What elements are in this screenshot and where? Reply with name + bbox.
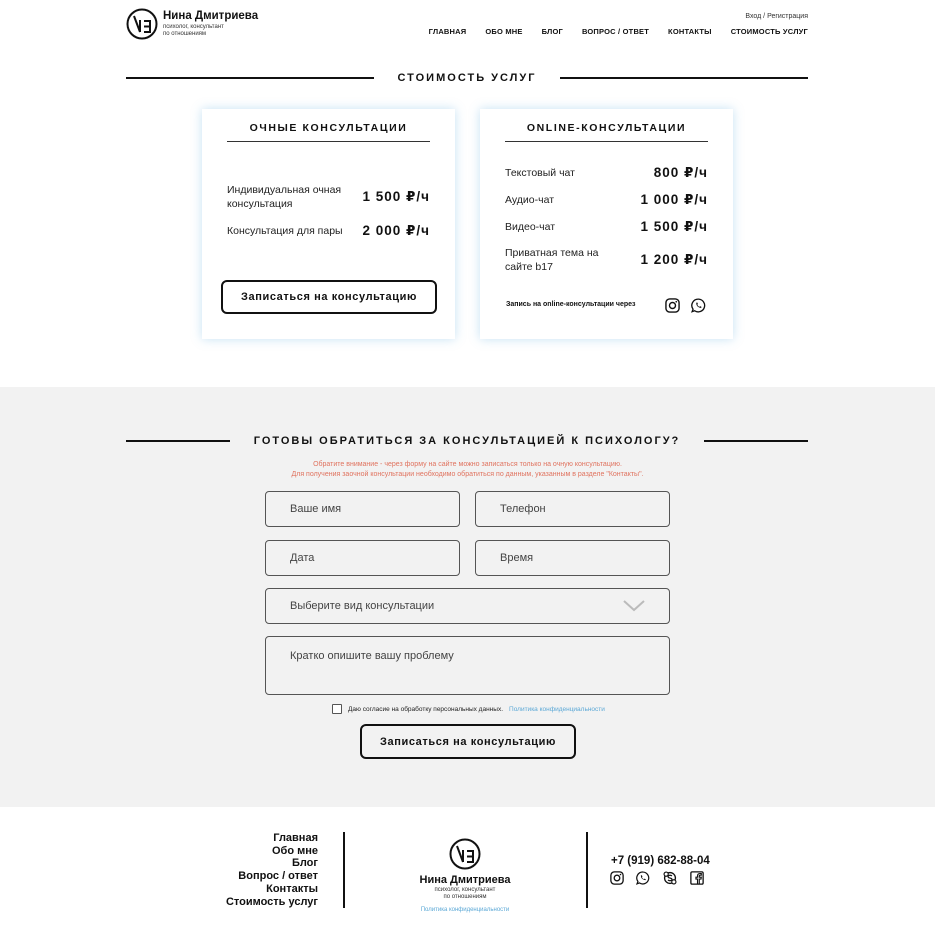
nav-item-blog[interactable]: БЛОГ xyxy=(541,27,563,36)
footer-link-blog[interactable]: Блог xyxy=(291,857,318,870)
service-name: Консультация для пары xyxy=(227,225,343,237)
select-placeholder: Выберите вид консультации xyxy=(290,600,435,612)
footer-phone[interactable]: +7 (919) 682-88-04 xyxy=(611,855,710,867)
consent-checkbox[interactable] xyxy=(332,704,342,714)
online-booking-note: Запись на online-консультации через xyxy=(506,301,636,308)
offline-pricing-card xyxy=(202,109,455,339)
whatsapp-icon[interactable] xyxy=(636,871,650,885)
form-title-text: ГОТОВЫ ОБРАТИТЬСЯ ЗА КОНСУЛЬТАЦИЕЙ К ПСИХОЛОГУ? xyxy=(253,435,681,447)
nav-item-contacts[interactable]: КОНТАКТЫ xyxy=(668,27,712,36)
nav-item-faq[interactable]: ВОПРОС / ОТВЕТ xyxy=(581,27,650,36)
title-divider-left xyxy=(126,440,230,442)
pricing-section-title xyxy=(126,71,808,85)
form-notice-line1: Обратите внимание - через форму на сайте можно записаться только на очную консультацию. xyxy=(313,461,622,468)
book-consultation-button[interactable]: Записаться на консультацию xyxy=(221,280,437,314)
online-pricing-card xyxy=(480,109,733,339)
consent-row xyxy=(332,704,605,714)
instagram-icon[interactable] xyxy=(610,871,624,885)
phone-input[interactable]: Телефон xyxy=(475,491,670,527)
service-price: 800 ₽/ч xyxy=(653,165,708,180)
brand-subtitle-line2: по отношениям xyxy=(163,31,207,37)
consultation-type-select[interactable] xyxy=(265,588,670,624)
time-input[interactable]: Время xyxy=(475,540,670,576)
footer-logo-icon[interactable] xyxy=(449,838,481,870)
submit-button[interactable]: Записаться на консультацию xyxy=(360,724,576,759)
footer-brand-subtitle xyxy=(0,887,930,901)
main-nav xyxy=(429,27,808,36)
offline-card-title: ОЧНЫЕ КОНСУЛЬТАЦИИ xyxy=(227,122,430,142)
facebook-icon[interactable] xyxy=(690,871,704,885)
nav-item-about[interactable]: ОБО МНЕ xyxy=(485,27,523,36)
footer-link-about[interactable]: Обо мне xyxy=(271,844,318,857)
brand-subtitle xyxy=(163,24,243,38)
service-name: Видео-чат xyxy=(505,221,556,233)
brand-name[interactable]: Нина Дмитриева xyxy=(163,10,259,22)
footer-subtitle-line1: психолог, консультант xyxy=(434,887,496,893)
privacy-policy-link[interactable]: Политика конфиденциальности xyxy=(509,705,605,713)
footer-link-contacts[interactable]: Контакты xyxy=(266,882,318,895)
title-divider-right xyxy=(704,440,808,442)
pricing-title-text: СТОИМОСТЬ УСЛУГ xyxy=(397,72,537,84)
service-price: 2 000 ₽/ч xyxy=(362,223,430,238)
price-row xyxy=(505,192,708,208)
price-row xyxy=(227,183,430,211)
instagram-icon[interactable] xyxy=(665,298,680,313)
service-name: Аудио-чат xyxy=(505,194,555,206)
brand-subtitle-line1: психолог, консультант xyxy=(163,24,224,30)
title-divider-left xyxy=(126,77,374,79)
problem-textarea[interactable]: Кратко опишите вашу проблему xyxy=(265,636,670,695)
service-price: 1 200 ₽/ч xyxy=(640,252,708,267)
price-row xyxy=(505,165,708,181)
service-price: 1 500 ₽/ч xyxy=(362,189,430,204)
chevron-down-icon[interactable] xyxy=(623,600,645,612)
price-row xyxy=(505,219,708,235)
service-name: Приватная тема на сайте b17 xyxy=(505,247,599,273)
title-divider-right xyxy=(560,77,808,79)
footer-privacy-link[interactable]: Политика конфиденциальности xyxy=(420,907,510,913)
name-input[interactable]: Ваше имя xyxy=(265,491,460,527)
online-card-title: ONLINE-КОНСУЛЬТАЦИИ xyxy=(505,122,708,142)
service-price: 1 500 ₽/ч xyxy=(640,219,708,234)
form-section-title xyxy=(126,434,808,448)
skype-icon[interactable] xyxy=(663,871,677,885)
service-price: 1 000 ₽/ч xyxy=(640,192,708,207)
nav-item-home[interactable]: ГЛАВНАЯ xyxy=(428,27,467,36)
price-row xyxy=(505,246,708,274)
footer-link-faq[interactable]: Вопрос / ответ xyxy=(238,870,318,883)
date-input[interactable]: Дата xyxy=(265,540,460,576)
footer-link-prices[interactable]: Стоимость услуг xyxy=(225,895,318,908)
nav-item-prices[interactable]: СТОИМОСТЬ УСЛУГ xyxy=(730,27,808,36)
consent-text: Даю согласие на обработку персональных данных. xyxy=(348,705,504,713)
footer-brand-name: Нина Дмитриева xyxy=(419,874,511,886)
service-name: Текстовый чат xyxy=(505,167,575,179)
service-name: Индивидуальная очная консультация xyxy=(227,184,342,210)
footer-subtitle-line2: по отношениям xyxy=(443,894,487,900)
logo-icon[interactable] xyxy=(126,8,158,40)
form-notice-line2: Для получения заочной консультации необходимо обратиться по данным, указанным в разделе "Контакты". xyxy=(291,471,644,478)
price-row xyxy=(227,223,430,239)
whatsapp-icon[interactable] xyxy=(691,298,706,313)
login-register-link[interactable]: Вход / Регистрация xyxy=(745,13,808,20)
footer-link-home[interactable]: Главная xyxy=(273,832,318,844)
